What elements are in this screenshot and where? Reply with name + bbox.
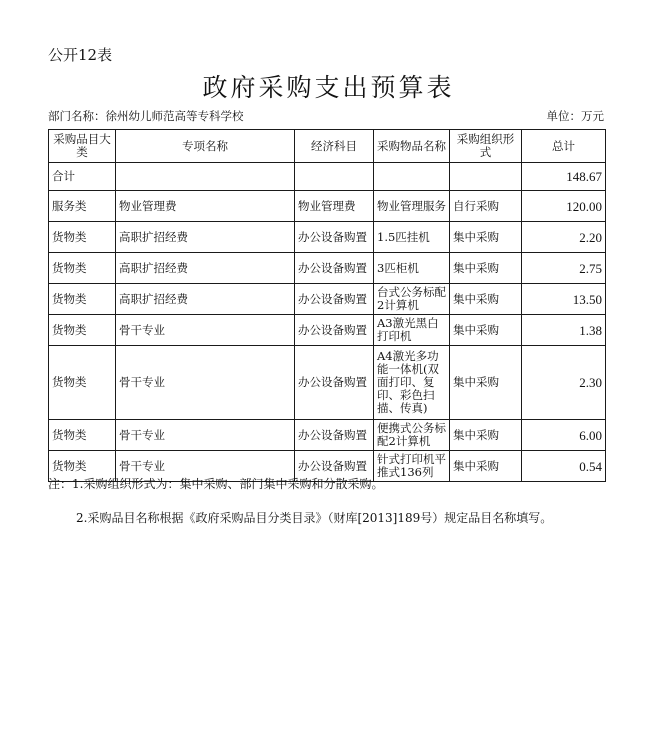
cell-subject: 办公设备购置 <box>295 451 374 482</box>
cell-item: 台式公务标配2计算机 <box>374 284 450 315</box>
cell-total: 2.20 <box>522 222 606 253</box>
cell-item: 物业管理服务 <box>374 191 450 222</box>
cell-method: 集中采购 <box>450 284 522 315</box>
cell-subject: 办公设备购置 <box>295 420 374 451</box>
cell-total: 0.54 <box>522 451 606 482</box>
col-header-item: 采购物品名称 <box>374 130 450 163</box>
cell-project: 骨干专业 <box>116 451 295 482</box>
table-row <box>49 191 606 222</box>
table-row <box>49 253 606 284</box>
cell-method: 集中采购 <box>450 253 522 284</box>
col-header-project: 专项名称 <box>116 130 295 163</box>
cell-total: 120.00 <box>522 191 606 222</box>
note-1: 注：1.采购组织形式为：集中采购、部门集中采购和分散采购。 <box>48 477 384 491</box>
cell-item: 便携式公务标配2计算机 <box>374 420 450 451</box>
table-row <box>49 222 606 253</box>
cell-category: 货物类 <box>49 222 116 253</box>
cell-method: 集中采购 <box>450 222 522 253</box>
cell-method: 集中采购 <box>450 346 522 420</box>
cell-project: 高职扩招经费 <box>116 284 295 315</box>
cell-project: 高职扩招经费 <box>116 222 295 253</box>
cell-category: 货物类 <box>49 315 116 346</box>
table-row <box>49 315 606 346</box>
grand-total: 148.67 <box>522 163 606 191</box>
table-header-row <box>49 130 606 163</box>
cell-project: 高职扩招经费 <box>116 253 295 284</box>
unit-label: 单位：万元 <box>546 109 604 123</box>
cell-method: 集中采购 <box>450 315 522 346</box>
table-row <box>49 420 606 451</box>
budget-table <box>48 129 606 482</box>
cell-project: 物业管理费 <box>116 191 295 222</box>
cell-category: 服务类 <box>49 191 116 222</box>
cell-item: A3激光黑白打印机 <box>374 315 450 346</box>
cell-subject: 办公设备购置 <box>295 315 374 346</box>
cell-total: 2.75 <box>522 253 606 284</box>
col-header-total: 总计 <box>522 130 606 163</box>
cell-subject: 办公设备购置 <box>295 346 374 420</box>
cell-total: 13.50 <box>522 284 606 315</box>
table-row <box>49 346 606 420</box>
cell-item: 针式打印机平推式136列 <box>374 451 450 482</box>
cell-category: 货物类 <box>49 451 116 482</box>
col-header-category: 采购品目大类 <box>49 130 116 163</box>
cell-project: 骨干专业 <box>116 315 295 346</box>
total-label: 合计 <box>49 163 116 191</box>
cell-category: 货物类 <box>49 253 116 284</box>
cell-total: 6.00 <box>522 420 606 451</box>
cell-method: 自行采购 <box>450 191 522 222</box>
col-header-subject: 经济科目 <box>295 130 374 163</box>
cell-project: 骨干专业 <box>116 420 295 451</box>
col-header-method: 采购组织形式 <box>450 130 522 163</box>
cell-subject: 物业管理费 <box>295 191 374 222</box>
cell-category: 货物类 <box>49 346 116 420</box>
cell-method: 集中采购 <box>450 420 522 451</box>
cell-subject: 办公设备购置 <box>295 253 374 284</box>
cell-category: 货物类 <box>49 284 116 315</box>
page-title: 政府采购支出预算表 <box>202 73 455 102</box>
meta-row <box>48 108 604 126</box>
cell-subject: 办公设备购置 <box>295 222 374 253</box>
total-row <box>49 163 606 191</box>
cell-total: 2.30 <box>522 346 606 420</box>
cell-item: 1.5匹挂机 <box>374 222 450 253</box>
cell-project: 骨干专业 <box>116 346 295 420</box>
cell-subject: 办公设备购置 <box>295 284 374 315</box>
cell-item: 3匹柜机 <box>374 253 450 284</box>
note-2: 2.采购品目名称根据《政府采购品目分类目录》（财库[2013]189号）规定品目名称填写。 <box>76 511 553 525</box>
table-row <box>49 284 606 315</box>
cell-category: 货物类 <box>49 420 116 451</box>
department-name: 部门名称：徐州幼儿师范高等专科学校 <box>48 109 244 123</box>
cell-total: 1.38 <box>522 315 606 346</box>
cell-method: 集中采购 <box>450 451 522 482</box>
document-code: 公开12表 <box>48 46 113 64</box>
cell-item: A4激光多功能一体机(双面打印、复印、彩色扫描、传真) <box>374 346 450 420</box>
